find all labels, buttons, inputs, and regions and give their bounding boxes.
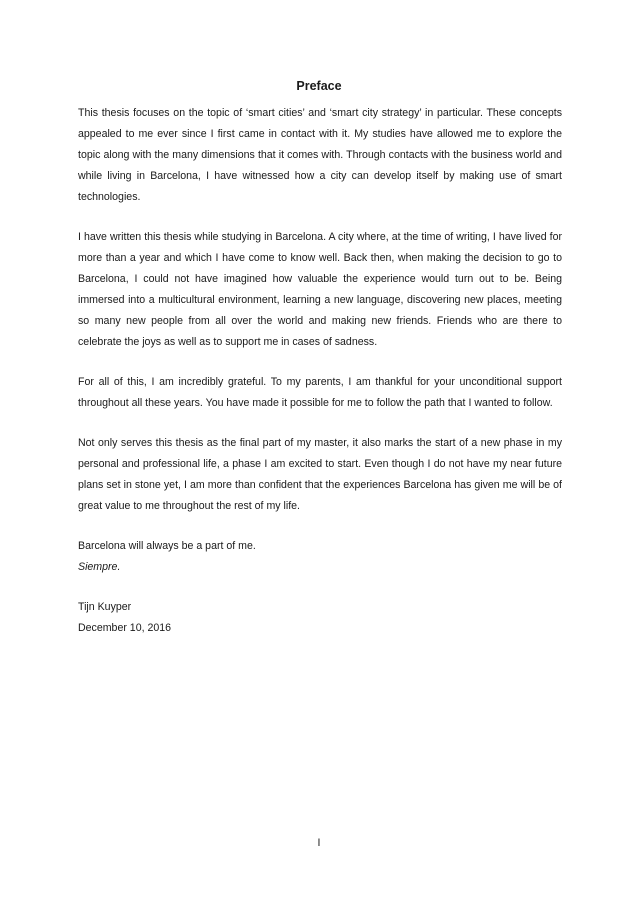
paragraph-barcelona: I have written this thesis while studying in Barcelona. A city where, at the time of writing, I have lived for more than a year and which I have come to know well. Back then, when making the decision to go to Barcelona, I could not have imagined how valuable the experience would turn out to be. Being immersed into a multicultural environment, learning a new language, discovering new places, meeting so many new people from all over the world and making new friends. Friends who are there to celebrate the joys as well as to support me in cases of sadness. <box>78 231 562 348</box>
page-title: Preface <box>296 79 342 93</box>
spacer <box>78 578 562 597</box>
paragraph-future: Not only serves this thesis as the final part of my master, it also marks the start of a new phase in my personal and professional life, a phase I am excited to start. Even though I do not have my near future plans set in stone yet, I am more than confident that the experiences Barcelona has given me will be of great value to me throughout the rest of my life. <box>78 437 562 512</box>
page-number: I <box>317 837 321 849</box>
paragraph-gratitude: For all of this, I am incredibly grateful. To my parents, I am thankful for your unconditional support throughout all these years. You have made it possible for me to follow the path that I wanted to follow. <box>78 376 562 409</box>
closing-word: Siempre. <box>78 561 121 573</box>
author-name: Tijn Kuyper <box>78 601 132 613</box>
signature-date: December 10, 2016 <box>78 622 172 634</box>
closing-line: Barcelona will always be a part of me. <box>78 540 256 552</box>
document-body <box>78 103 562 639</box>
paragraph-intro: This thesis focuses on the topic of ‘smart cities’ and ‘smart city strategy’ in particular. These concepts appealed to me ever since I first came in contact with it. My studies have allowed me to explore the topic along with the many dimensions that it comes with. Through contacts with the business world and while living in Barcelona, I have witnessed how a city can develop itself by making use of smart technologies. <box>78 107 562 203</box>
